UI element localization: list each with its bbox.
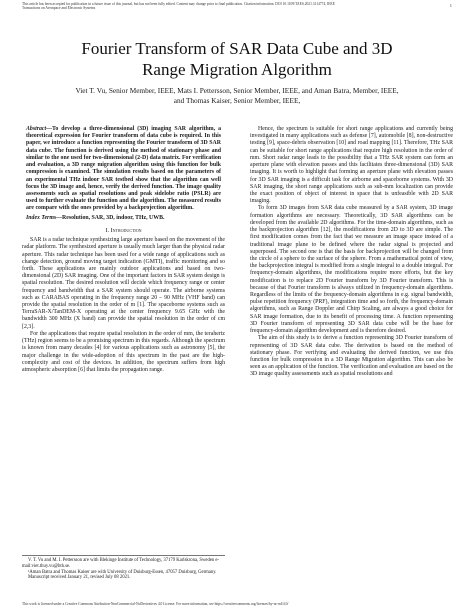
abstract-lead: Abstract <box>26 126 47 132</box>
author-list-line1: Viet T. Vu, Senior Member, IEEE, Mats I. Pettersson, Senior Member, IEEE, and Aman Batra, Member, IEEE, <box>75 86 399 95</box>
footnotes <box>22 555 225 581</box>
intro-paragraph-5: The aim of this study is to derive a function representing 3D Fourier transform of representing of 3D SAR data cube. The derivation is based on the method of stationary phase. For verifying and evaluating the derived function, we use this function for bulk compression in a 3D Range Migration algorithm. This can also be seen as an application of the function. The verification and evaluation are based on the 3D image quality assessments such as spatial resolutions and <box>250 335 453 378</box>
page-number: 1 <box>449 3 452 8</box>
paper-title-line1: Fourier Transform of SAR Data Cube and 3D <box>81 39 393 58</box>
publication-note-line2: Transactions on Aerospace and Electronic Systems <box>22 6 96 11</box>
right-column <box>250 126 453 379</box>
paper-title <box>0 38 474 80</box>
footnote-affiliation-1: V. T. Vu and M. I. Pettersson are with Blekinge Institute of Technology, 37179 Karlskrona, Sweden e-mail:viet.thuy.vu@bth.se. <box>22 558 220 569</box>
author-list <box>0 86 474 106</box>
author-list-line2: and Thomas Kaiser, Senior Member, IEEE, <box>173 96 301 106</box>
intro-paragraph-1: SAR is a radar technique synthesizing large aperture based on the movement of the radar platform. The synthesized aperture is usually much larger than the physical radar aperture. This radar technique has been used for a wide range of applications such as change detection, ground moving target indication (GMTI), traffic monitoring and so forth. These applications are mainly outdoor applications and based on two-dimensional (2D) SAR imaging. One of the important factors in SAR system design is spatial resolution. The desired resolution will decide which frequency range or center frequency and bandwidth that a SAR system should operate. The airborne systems such as CARABAS operating in the frequency range 20 – 90 MHz (VHF band) can provide the spatial resolution in the order of m [1]. The spaceborne systems such as TerraSAR-X/TanDEM-X operating at the center frequency 9.65 GHz with the bandwidth 300 MHz (X band) can provide the spatial resolution in the order of cm [2,3]. <box>22 237 225 330</box>
abstract <box>26 126 221 213</box>
license-footer: This work is licensed under a Creative Commons Attribution-NonCommercial-NoDerivatives 4.0 License. For more information, see https://creativecommons.org/licenses/by-nc-nd/4.0/ <box>22 602 289 606</box>
index-terms <box>26 215 221 222</box>
intro-paragraph-4: To form 3D images from SAR data cube measured by a SAR system, 3D image formation algorithms are necessary. Theoretically, 3D SAR algorithms can be developed from the available 2D algorithms. For the time-domain algorithms, such as the backprojection algorithm [12], the modifications from 2D to 3D are simple. The first modification comes from the fact that we measure an image space instead of a traditional image plane to be defined where the radar signal is projected and superposed. The second one is that the basis for backprojection will be changed from the circle of a sphere to the surface of the sphere. From a mathematical point of view, the backprojection integral is modified from a single integral to a double integral. For frequency-domain algorithms, the modifications require more efforts, but the key modification is to replace 2D Fourier transform by 3D Fourier transform. This is because of that Fourier transform is always utilized in frequency-domain algorithms. Regardless of the limits of the frequency-domain algorithms in e.g. signal bandwidth, pulse repetition frequency (PRF), integration time and so forth, the frequency-domain algorithms, such as Range Doppler and Chirp Scaling, are always a good choice for SAR image formation, due to its benefit of processing time. A function representing 3D Fourier transform of representing 3D SAR data cube will be the base for frequency-domain algorithm development and is therefore desired. <box>250 205 453 335</box>
index-terms-lead: Index Terms <box>26 214 57 221</box>
paper-title-line2: Range Migration Algorithm <box>142 60 332 79</box>
intro-paragraph-2: For the applications that require spatial resolution in the order of mm, the terahertz (THz) region seems to be a promising spectrum in this regards. Although the spectrum is known from many decades [4] for various applications such as astronomy [5], the major challenge in the wide-adoption of this spectrum in the past are the high-complexity and cost of the devices. In addition, the spectrum suffers from high atmospheric absorption [6] that limits the propagation range. <box>22 330 225 373</box>
intro-paragraph-3: Hence, the spectrum is suitable for short range applications and currently being investigated in many applications such as defense [7], automobile [8], non-destructive testing [9], space-debris observation [10] and road mapping [11]. Therefore, THz SAR can be suitable for short range applications that require high resolution in the order of mm. Short radar range leads to the possibility that a THz SAR system can form an aperture plane with elevation passes and this facilitates three-dimensional (3D) SAR imaging. It is worth to highlight that forming an aperture plane with elevation passes for 3D SAR imaging is a difficult task for airborne and spaceborne systems. With 3D SAR imaging, the short range applications such as sub-mm localization can provide the exact position of object of interest in space that is unfeasible with 2D SAR imaging. <box>250 126 453 205</box>
section-heading-introduction: I. Introduction <box>105 226 142 234</box>
publication-note-line1: This article has been accepted for publication in a future issue of this journal, but has not been fully edited. Content may change prior to final publication. Citation information: DOI 10.1109/TAES.2021.3114774, IEEE <box>22 2 335 6</box>
left-column <box>22 126 225 374</box>
index-terms-text: —Resolution, SAR, 3D, indoor, THz, UWB. <box>56 214 165 221</box>
publication-note <box>22 2 442 11</box>
footnote-manuscript-dates: Manuscript received January 21, revised July 08 2021. <box>28 575 131 581</box>
abstract-text: —To develop a three-dimensional (3D) imaging SAR algorithm, a theoretical expression for Fourier transform of data cube is required. In this paper, we introduce a function representing the Fourier transform of 3D SAR data cube. The function is derived using the method of stationary phase and similar to the one used for two-dimensional (2-D) data matrix. For verification and evaluation, a 3D range migration algorithm using this function for bulk compression is examined. The simulation results based on the parameters of an experimental THz indoor SAR testbed show that the algorithm can well focus the 3D image and, hence, verify the derived function. The image quality assessments such as spatial resolutions and peak sidelobe ratio (PSLR) are used to further evaluate the function and the algorithm. The measured results are compare with the ones provided by a backprojection algorithm. <box>26 126 221 212</box>
footnote-affiliation-2: ¹Aman Batra and Thomas Kaiser are with University of Duisburg-Essen, 47057 Duisburg, Germany. <box>28 569 217 575</box>
